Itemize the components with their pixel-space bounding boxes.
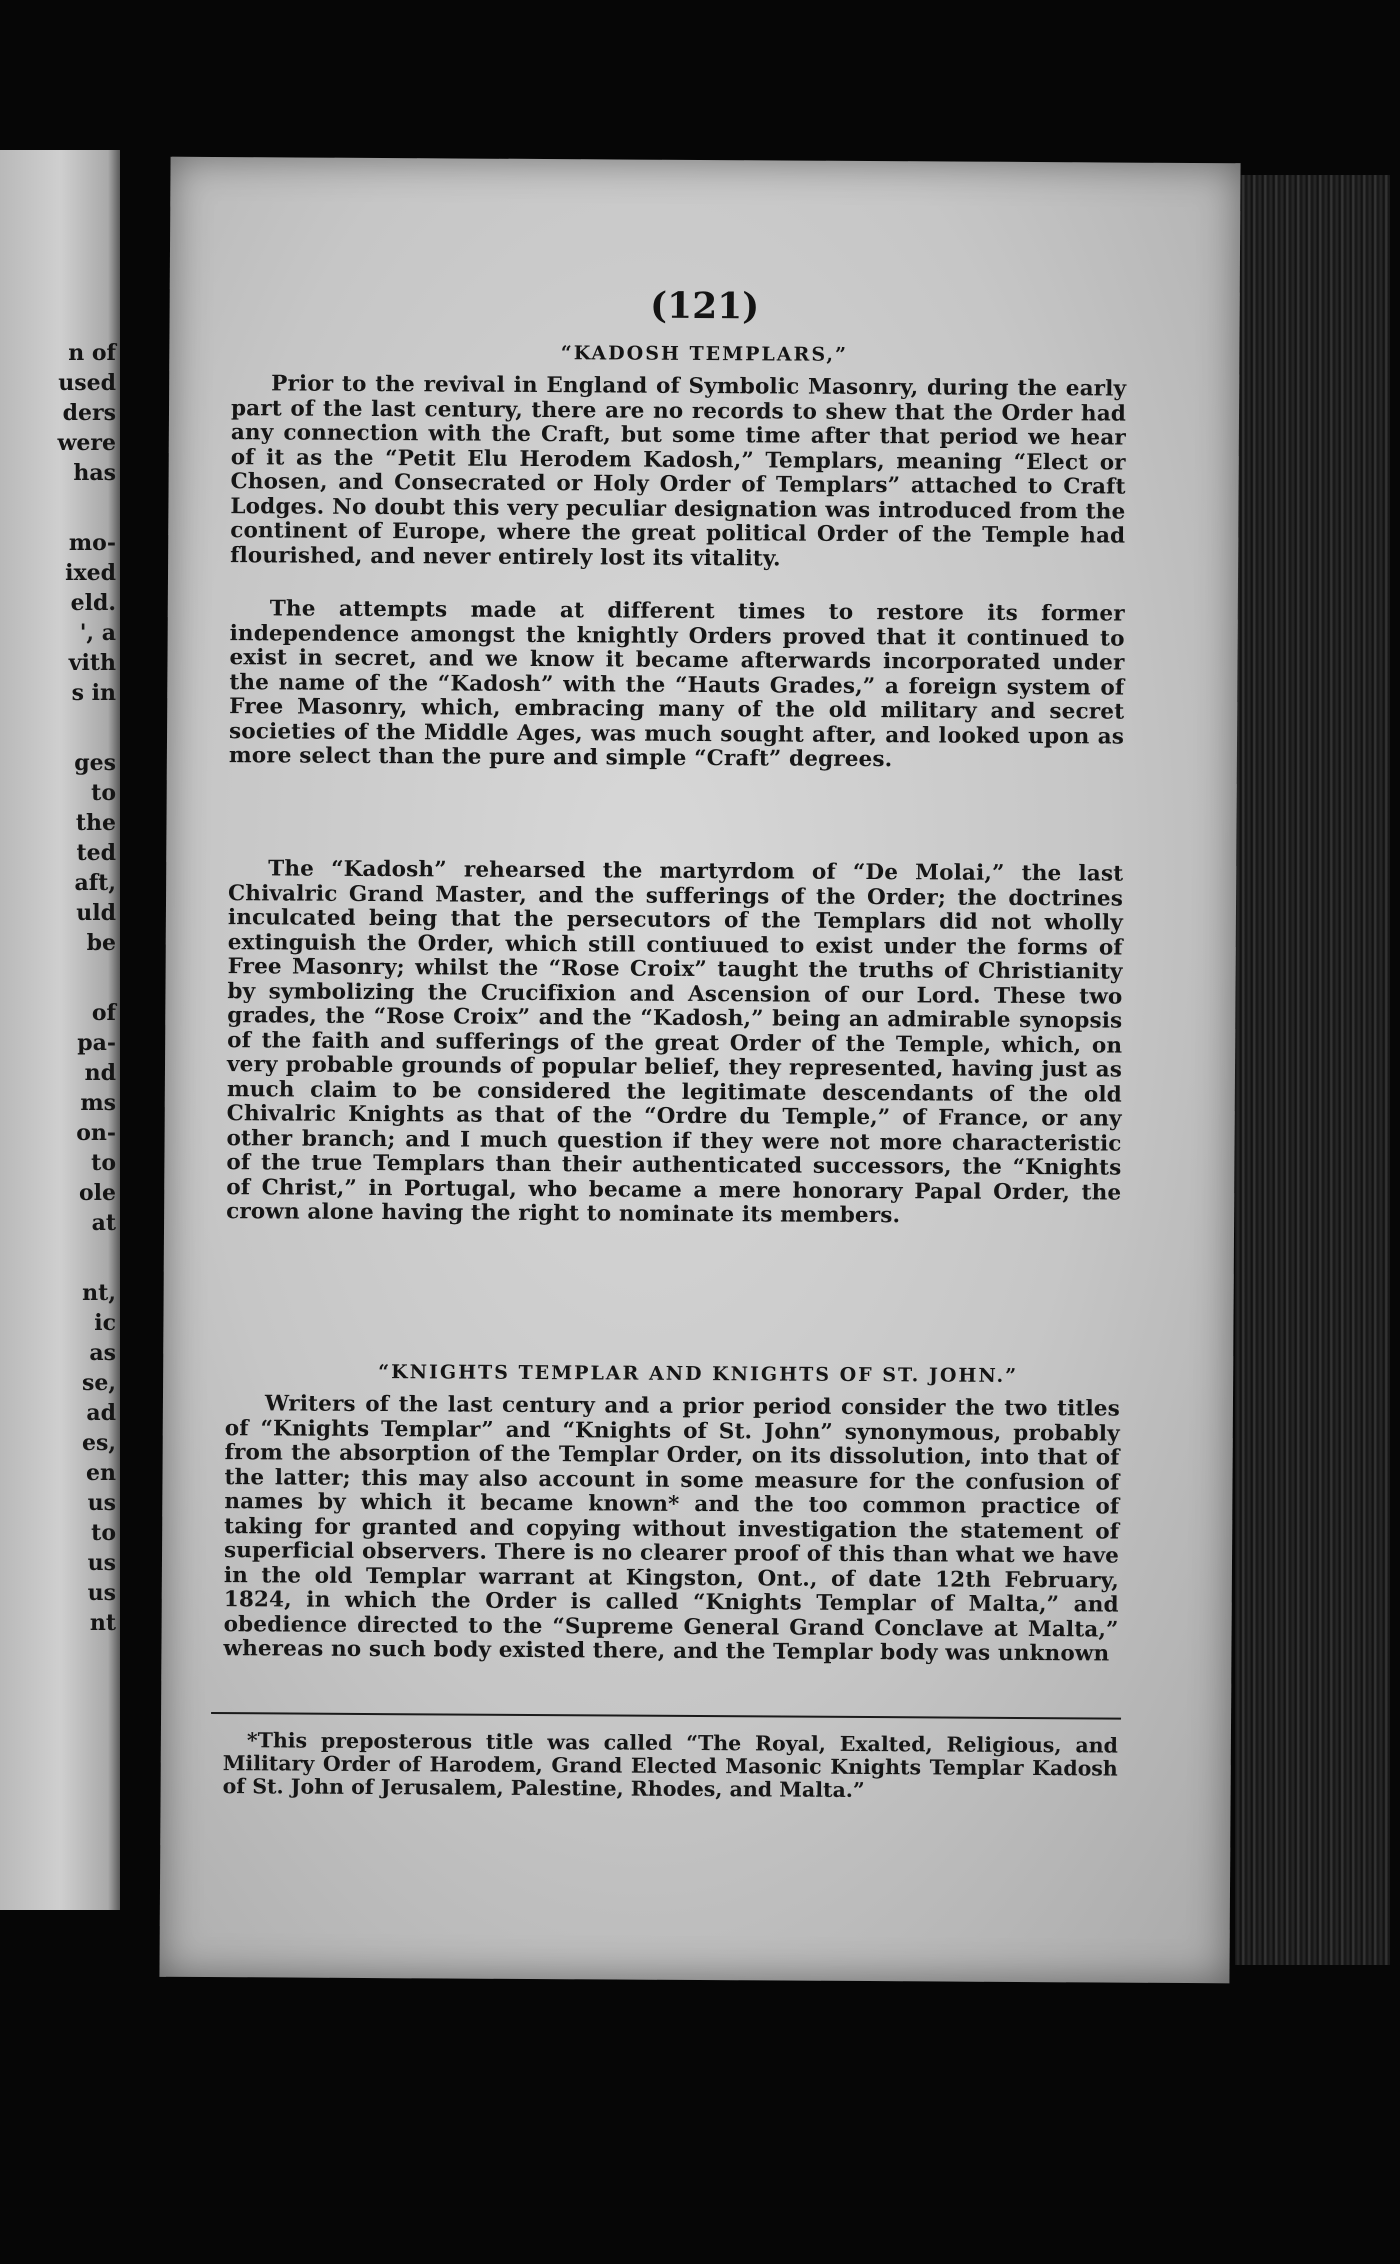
facing-page-text-fragment: ges [74, 750, 116, 776]
book-page-edges [1235, 175, 1390, 1965]
facing-page-text-fragment: s in [71, 680, 116, 706]
facing-page-text-fragment: of [91, 1000, 116, 1026]
footnote: *This preposterous title was called “The Royal, Exalted, Religious, and Military Order of Harodem, Grand Elected Masonic Knights Templar Kadosh of St. John of Jerusalem, Palestine, Rhodes, and Malta.” [222, 1728, 1118, 1803]
paragraph-2: The attempts made at different times to restore its former independence amongst the knightly Orders proved that it continued to exist in secret, and we know it became afterwards incorporated under the name of the “Kadosh” with the “Hauts Grades,” a foreign system of Free Masonry, which, embracing many of the old military and secret societies of the Middle Ages, was much sought after, and looked upon as more select than the pure and simple “Craft” degrees. [228, 596, 1125, 773]
facing-page-text-fragment: nt [89, 1610, 116, 1636]
paragraph-3: The “Kadosh” rehearsed the martyrdom of “De Molai,” the last Chivalric Grand Master, and the sufferings of the Order; the doctrines inculcated being that the persecutors of the Templars did not wholly extinguish the Order, which still contiuued to exist under the forms of Free Masonry; whilst the “Rose Croix” taught the truths of Christianity by symbolizing the Crucifixion and Ascension of our Lord. These two grades, the “Rose Croix” and the “Kadosh,” being an admirable synopsis of the faith and sufferings of the great Order of the Temple, which, on very probable grounds of popular belief, they represented, having just as much claim to be considered the legitimate descendants of the old Chivalric Knights as that of the “Ordre du Temple,” of France, or any other branch; and I much question if they were not more characteristic of the true Templars than their authenticated successors, the “Knights of Christ,” in Portugal, who became a mere honorary Papal Order, the crown alone having the right to nominate its members. [226, 856, 1124, 1229]
facing-page-text-fragment: ms [80, 1090, 116, 1116]
facing-page-text-fragment: the [75, 810, 116, 836]
facing-page-text-fragment: at [91, 1210, 116, 1236]
facing-page-text-fragment: on- [76, 1120, 116, 1146]
facing-page-text-fragment: vith [68, 650, 116, 676]
facing-page-text-fragment: used [58, 370, 116, 396]
facing-page-text-fragment: be [86, 930, 116, 956]
facing-page-text-fragment: uld [76, 900, 116, 926]
facing-page-fragment [0, 150, 120, 1910]
facing-page-text-fragment: has [73, 460, 116, 486]
facing-page-text-fragment: ders [62, 400, 116, 426]
facing-page-text-fragment: se, [81, 1370, 116, 1396]
facing-page-text-fragment: to [91, 1150, 116, 1176]
paragraph-4: Writers of the last century and a prior period consider the two titles of “Knights Templar” and “Knights of St. John” synonymous, probably from the absorption of the Templar Order, on its dissolution, into that of the latter; this may also account in some measure for the confusion of names by which it became known* and the too common practice of taking for granted and copying without investigation the statement of superficial observers. There is no clearer proof of this than what we have in the old Templar warrant at Kingston, Ont., of date 12th February, 1824, in which the Order is called “Knights Templar of Malta,” and obedience directed to the “Supreme General Grand Conclave at Malta,” whereas no such body existed there, and the Templar body was unknown [223, 1391, 1121, 1667]
facing-page-text-fragment: to [91, 780, 116, 806]
book-page [159, 157, 1240, 1984]
facing-page-text-fragment: eld. [70, 590, 116, 616]
facing-page-text-fragment: to [91, 1520, 116, 1546]
footnote-rule [211, 1712, 1121, 1720]
facing-page-text-fragment: were [57, 430, 116, 456]
facing-page-text-fragment: us [87, 1550, 116, 1576]
facing-page-text-fragment: nd [84, 1060, 116, 1086]
facing-page-text-fragment: ', a [79, 620, 116, 646]
facing-page-text-fragment: nt, [82, 1280, 116, 1306]
facing-page-text-fragment: en [86, 1460, 116, 1486]
facing-page-text-fragment: ole [78, 1180, 116, 1206]
facing-page-text-fragment: as [89, 1340, 116, 1366]
facing-page-text-fragment: n of [68, 340, 116, 366]
facing-page-text-fragment: aft, [74, 870, 116, 896]
facing-page-text-fragment: es, [81, 1430, 116, 1456]
page-number: (121) [649, 284, 760, 328]
facing-page-text-fragment: us [87, 1580, 116, 1606]
facing-page-text-fragment: ic [94, 1310, 116, 1336]
section-heading-kadosh-templars: “KADOSH TEMPLARS,” [560, 342, 849, 366]
facing-page-text-fragment: ixed [65, 560, 116, 586]
section-heading-knights-templar-st-john: “KNIGHTS TEMPLAR AND KNIGHTS OF ST. JOHN.” [378, 1361, 1019, 1387]
facing-page-text-fragment: ad [86, 1400, 116, 1426]
facing-page-text-fragment: ted [76, 840, 116, 866]
paragraph-1: Prior to the revival in England of Symbolic Masonry, during the early part of the last century, there are no records to shew that the Order had any connection with the Craft, but some time after that period we hear of it as the “Petit Elu Herodem Kadosh,” Templars, meaning “Elect or Chosen, and Consecrated or Holy Order of Templars” attached to Craft Lodges. No doubt this very peculiar designation was introduced from the continent of Europe, where the great political Order of the Temple had flourished, and never entirely lost its vitality. [230, 371, 1127, 571]
facing-page-text-fragment: pa- [77, 1030, 116, 1056]
facing-page-text-fragment: mo- [68, 530, 116, 556]
facing-page-text-fragment: us [87, 1490, 116, 1516]
